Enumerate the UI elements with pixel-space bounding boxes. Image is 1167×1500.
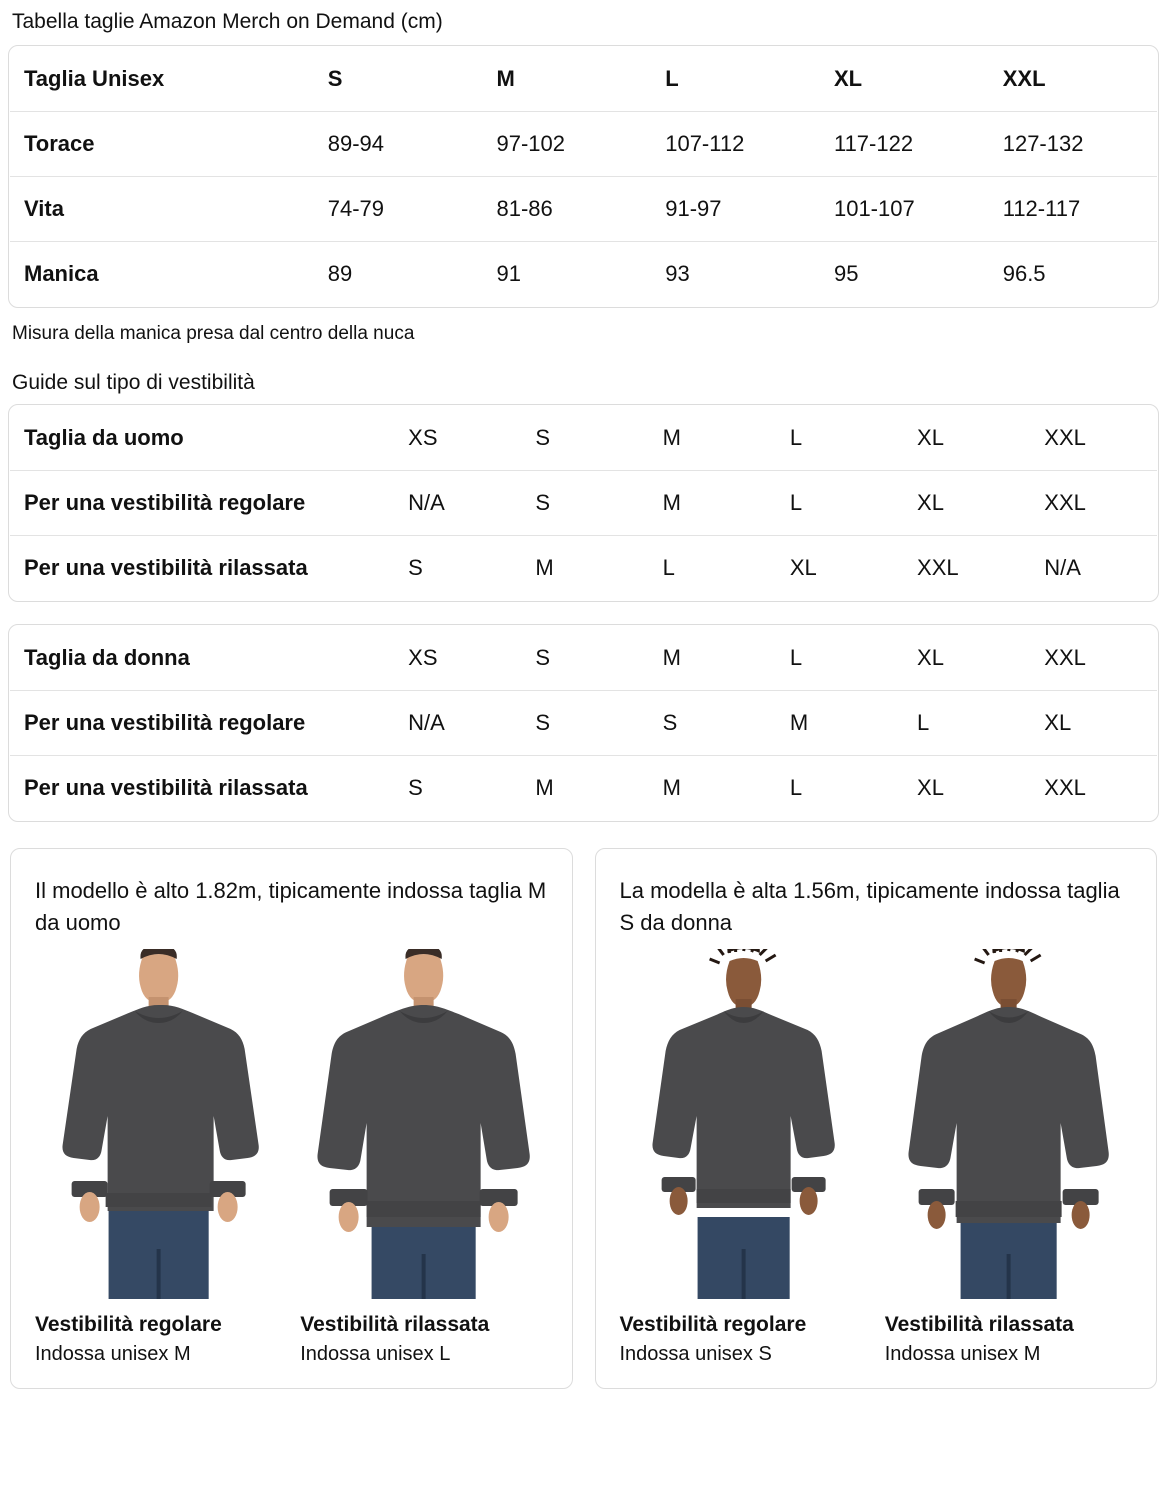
column-header: S xyxy=(521,626,648,691)
column-header: XS xyxy=(394,406,521,471)
column-header: L xyxy=(776,626,903,691)
table-cell: L xyxy=(903,691,1030,756)
fit-guides-title: Guide sul tipo di vestibilità xyxy=(12,370,255,394)
column-header: XS xyxy=(394,626,521,691)
figure-man-relaxed-fit xyxy=(300,949,547,1366)
page-title: Tabella taglie Amazon Merch on Demand (cm) xyxy=(12,10,443,33)
column-header: L xyxy=(776,406,903,471)
table-cell: M xyxy=(535,555,554,581)
column-header: M xyxy=(649,406,776,471)
table-cell: 96.5 xyxy=(1002,261,1046,287)
table-cell: 93 xyxy=(665,261,690,287)
table-cell: XL xyxy=(903,471,1030,536)
table-cell: N/A xyxy=(1044,555,1081,581)
table-cell: 81-86 xyxy=(482,177,651,242)
row-label: Per una vestibilità regolare xyxy=(10,471,395,536)
women-fit-table-wrapper xyxy=(8,624,1159,822)
table-cell: 89 xyxy=(327,261,353,287)
fit-size-note: Indossa unisex M xyxy=(884,1343,1041,1366)
fit-label: Vestibilità regolare xyxy=(619,1313,807,1337)
table-cell: 127-132 xyxy=(989,112,1158,177)
table-row xyxy=(10,756,1158,821)
column-header: Taglia da uomo xyxy=(10,406,395,471)
figure-man-regular-fit xyxy=(35,949,282,1366)
female-model-card xyxy=(595,848,1158,1389)
table-cell: S xyxy=(521,471,648,536)
column-header: XL xyxy=(903,626,1030,691)
women-fit-table xyxy=(9,625,1158,821)
table-cell: 95 xyxy=(833,261,859,287)
column-header: Taglia Unisex xyxy=(10,47,314,112)
woman-regular-fit-image xyxy=(620,949,867,1299)
column-header: XXL xyxy=(989,47,1158,112)
male-model-description: Il modello è alto 1.82m, tipicamente indossa taglia M da uomo xyxy=(35,878,547,936)
male-model-card xyxy=(10,848,573,1389)
column-header: XXL xyxy=(1030,406,1157,471)
table-cell: 91 xyxy=(496,261,521,287)
table-cell: L xyxy=(662,555,675,581)
column-header: Taglia da donna xyxy=(10,626,395,691)
unisex-size-table-wrapper xyxy=(8,45,1159,308)
fit-label: Vestibilità regolare xyxy=(35,1313,222,1337)
fit-size-note: Indossa unisex L xyxy=(300,1343,451,1366)
table-row xyxy=(10,536,1158,601)
male-figures xyxy=(35,949,548,1366)
table-cell: 117-122 xyxy=(820,112,989,177)
table-cell: 74-79 xyxy=(314,177,483,242)
table-cell: XL xyxy=(917,775,944,801)
female-figures xyxy=(620,949,1133,1366)
table-cell: S xyxy=(408,775,423,801)
man-relaxed-fit-image xyxy=(300,949,547,1299)
table-cell: M xyxy=(776,691,903,756)
table-cell: 89-94 xyxy=(314,112,483,177)
table-cell: M xyxy=(535,775,554,801)
column-header: S xyxy=(314,47,483,112)
table-cell: XXL xyxy=(917,555,959,581)
row-label: Vita xyxy=(10,177,314,242)
table-cell: S xyxy=(408,555,423,581)
column-header: XL xyxy=(903,406,1030,471)
table-row-header xyxy=(10,626,1158,691)
model-cards xyxy=(8,848,1159,1389)
table-row-header xyxy=(10,406,1158,471)
sleeve-measure-note: Misura della manica presa dal centro della nuca xyxy=(12,323,415,345)
men-fit-table xyxy=(9,405,1158,601)
fit-size-note: Indossa unisex S xyxy=(619,1343,772,1366)
table-cell: N/A xyxy=(394,471,521,536)
figure-woman-relaxed-fit xyxy=(885,949,1132,1366)
woman-relaxed-fit-image xyxy=(885,949,1132,1299)
row-label: Torace xyxy=(10,112,314,177)
female-model-description: La modella è alta 1.56m, tipicamente indossa taglia S da donna xyxy=(619,878,1120,936)
table-cell: L xyxy=(776,471,903,536)
table-cell: S xyxy=(521,691,648,756)
table-row xyxy=(10,242,1158,307)
fit-label: Vestibilità rilassata xyxy=(300,1313,490,1337)
fit-label: Vestibilità rilassata xyxy=(884,1313,1074,1337)
table-cell: M xyxy=(649,471,776,536)
table-cell: 107-112 xyxy=(651,112,820,177)
table-row xyxy=(10,471,1158,536)
figure-woman-regular-fit xyxy=(620,949,867,1366)
table-cell: 112-117 xyxy=(989,177,1158,242)
column-header: XL xyxy=(820,47,989,112)
table-cell: 91-97 xyxy=(651,177,820,242)
column-header: M xyxy=(482,47,651,112)
table-cell: M xyxy=(662,775,681,801)
table-cell: 97-102 xyxy=(482,112,651,177)
table-cell: XL xyxy=(789,555,817,581)
row-label: Per una vestibilità regolare xyxy=(10,691,395,756)
table-cell: XXL xyxy=(1030,471,1157,536)
table-cell: XL xyxy=(1030,691,1157,756)
man-regular-fit-image xyxy=(35,949,282,1299)
table-cell: L xyxy=(789,775,803,801)
fit-size-note: Indossa unisex M xyxy=(35,1343,191,1366)
men-fit-table-wrapper xyxy=(8,404,1159,602)
table-cell: XXL xyxy=(1044,775,1086,801)
table-cell: S xyxy=(649,691,776,756)
table-cell: 101-107 xyxy=(820,177,989,242)
column-header: S xyxy=(521,406,648,471)
table-row xyxy=(10,177,1158,242)
table-cell: N/A xyxy=(394,691,521,756)
row-label: Per una vestibilità rilassata xyxy=(24,555,308,581)
column-header: L xyxy=(651,47,820,112)
table-row xyxy=(10,691,1158,756)
column-header: M xyxy=(649,626,776,691)
unisex-size-table xyxy=(9,46,1158,307)
table-row xyxy=(10,112,1158,177)
row-label: Manica xyxy=(24,261,99,287)
table-row-header xyxy=(10,47,1158,112)
row-label: Per una vestibilità rilassata xyxy=(24,775,308,801)
column-header: XXL xyxy=(1030,626,1157,691)
